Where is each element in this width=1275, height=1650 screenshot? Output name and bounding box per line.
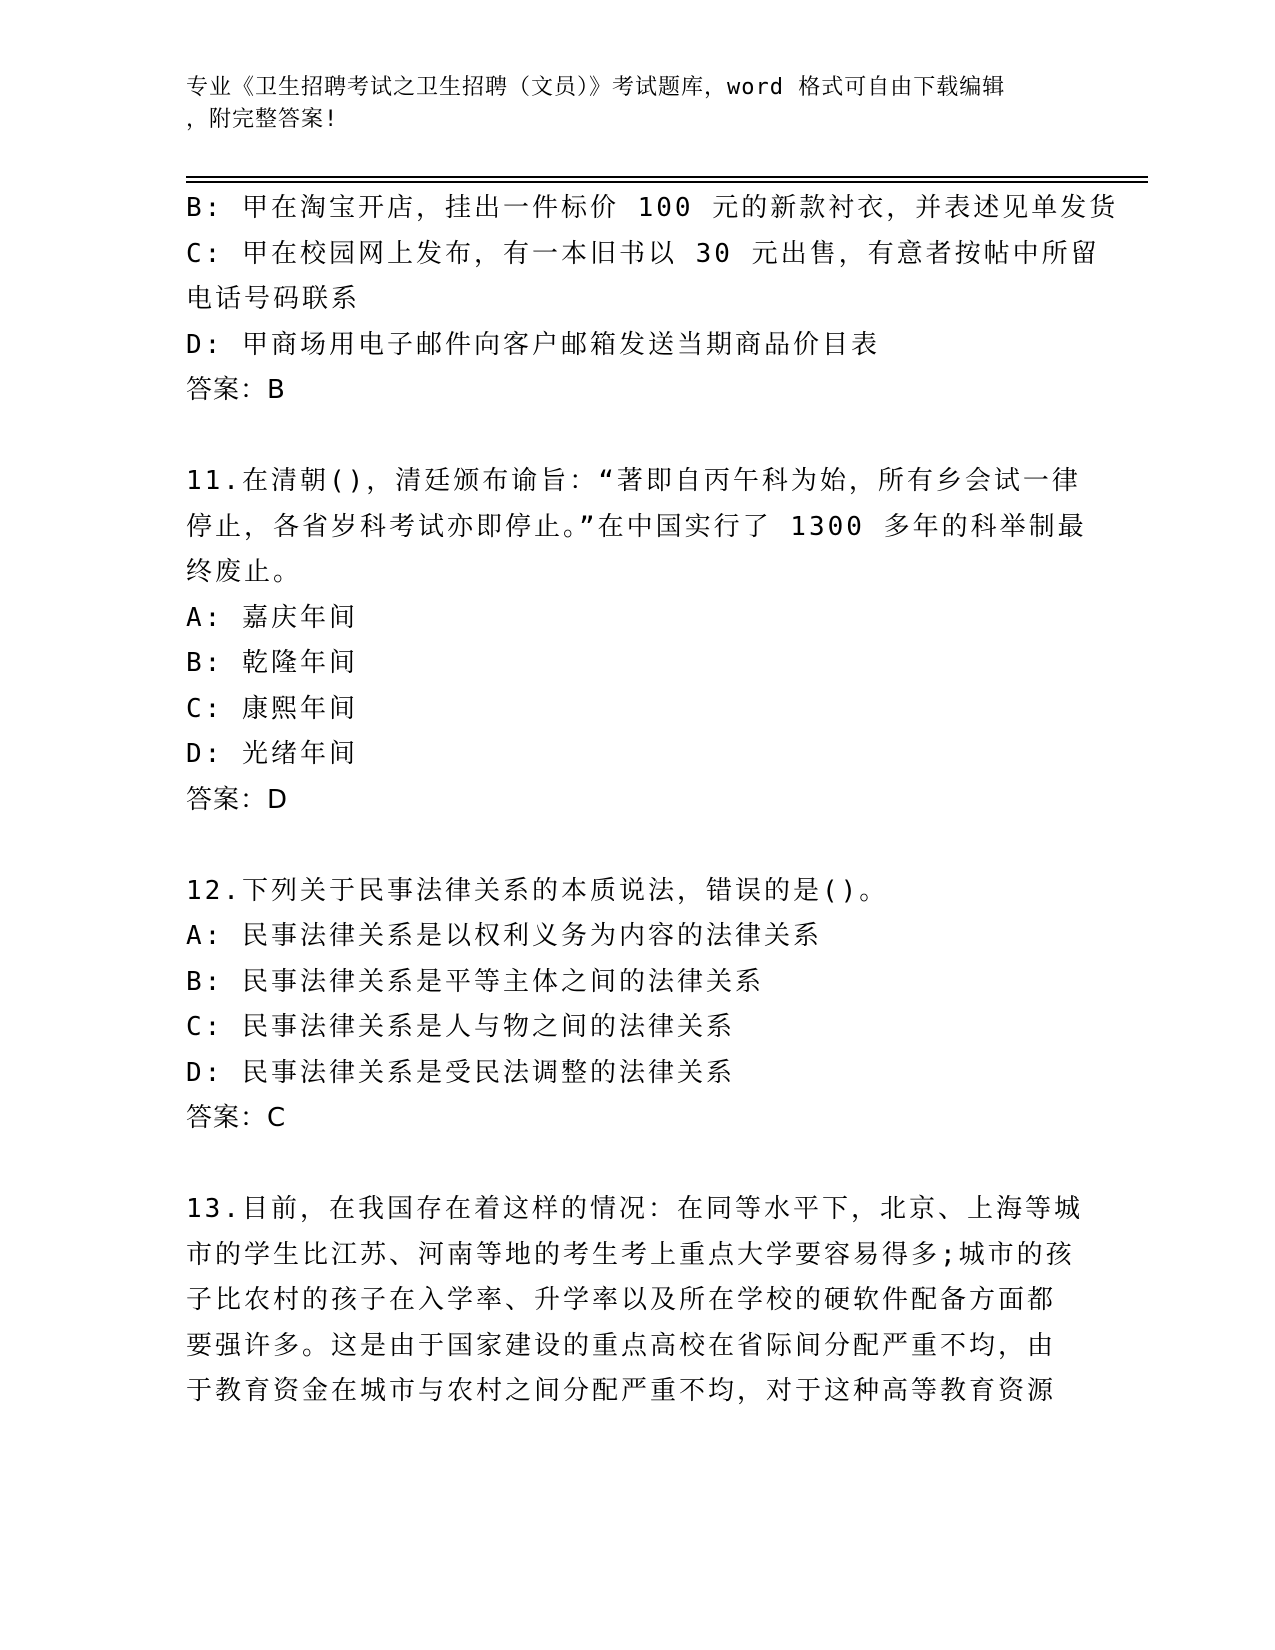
question-spacer [186,823,1086,869]
option-c-continued: 电话号码联系 [186,284,361,314]
question-13 [186,1187,1086,1415]
header-rule-top [186,176,1148,178]
answer: 答案：D [186,784,289,815]
header-line-1: 专业《卫生招聘考试之卫生招聘（文员）》考试题库，word 格式可自由下载编辑 [186,75,1006,100]
question-previous [186,186,1119,414]
header-line-2: ，附完整答案! [186,107,339,132]
question-stem: 市的学生比江苏、河南等地的考生考上重点大学要容易得多;城市的孩 [186,1239,1075,1270]
question-stem: 要强许多。这是由于国家建设的重点高校在省际间分配严重不均，由 [186,1330,1057,1361]
question-stem: 11.在清朝()，清廷颁布谕旨：“著即自丙午科为始，所有乡会试一律 [186,466,1081,496]
question-stem: 于教育资金在城市与农村之间分配严重不均，对于这种高等教育资源 [186,1376,1057,1406]
option-a: A: 民事法律关系是以权利义务为内容的法律关系 [186,921,822,951]
question-stem: 12.下列关于民事法律关系的本质说法，错误的是()。 [186,875,889,906]
option-c: C: 康熙年间 [186,693,358,724]
question-spacer [186,1142,1086,1188]
option-b: B: 民事法律关系是平等主体之间的法律关系 [186,966,764,997]
option-d: D: 民事法律关系是受民法调整的法律关系 [186,1057,735,1088]
option-d: D: 光绪年间 [186,739,358,769]
question-stem: 停止，各省岁科考试亦即停止。”在中国实行了 1300 多年的科举制最 [186,511,1087,542]
question-11 [186,459,1086,823]
answer: 答案：B [186,375,286,405]
question-stem: 子比农村的孩子在入学率、升学率以及所在学校的硬软件配备方面都 [186,1285,1057,1315]
option-c: C: 民事法律关系是人与物之间的法律关系 [186,1012,735,1042]
question-12 [186,869,1086,1142]
option-b: B: 甲在淘宝开店，挂出一件标价 100 元的新款衬衣，并表述见单发货 [186,193,1119,223]
question-stem: 13.目前，在我国存在着这样的情况：在同等水平下，北京、上海等城 [186,1194,1083,1224]
option-d: D: 甲商场用电子邮件向客户邮箱发送当期商品价目表 [186,329,880,360]
header-rule-bottom [186,181,1148,183]
question-stem: 终废止。 [186,557,303,587]
document-body [186,186,1119,1415]
question-spacer [186,414,1086,460]
document-header [186,72,1086,136]
option-a: A: 嘉庆年间 [186,602,358,633]
answer: 答案：C [186,1103,287,1133]
option-c: C: 甲在校园网上发布，有一本旧书以 30 元出售，有意者按帖中所留 [186,238,1100,269]
option-b: B: 乾隆年间 [186,648,358,678]
